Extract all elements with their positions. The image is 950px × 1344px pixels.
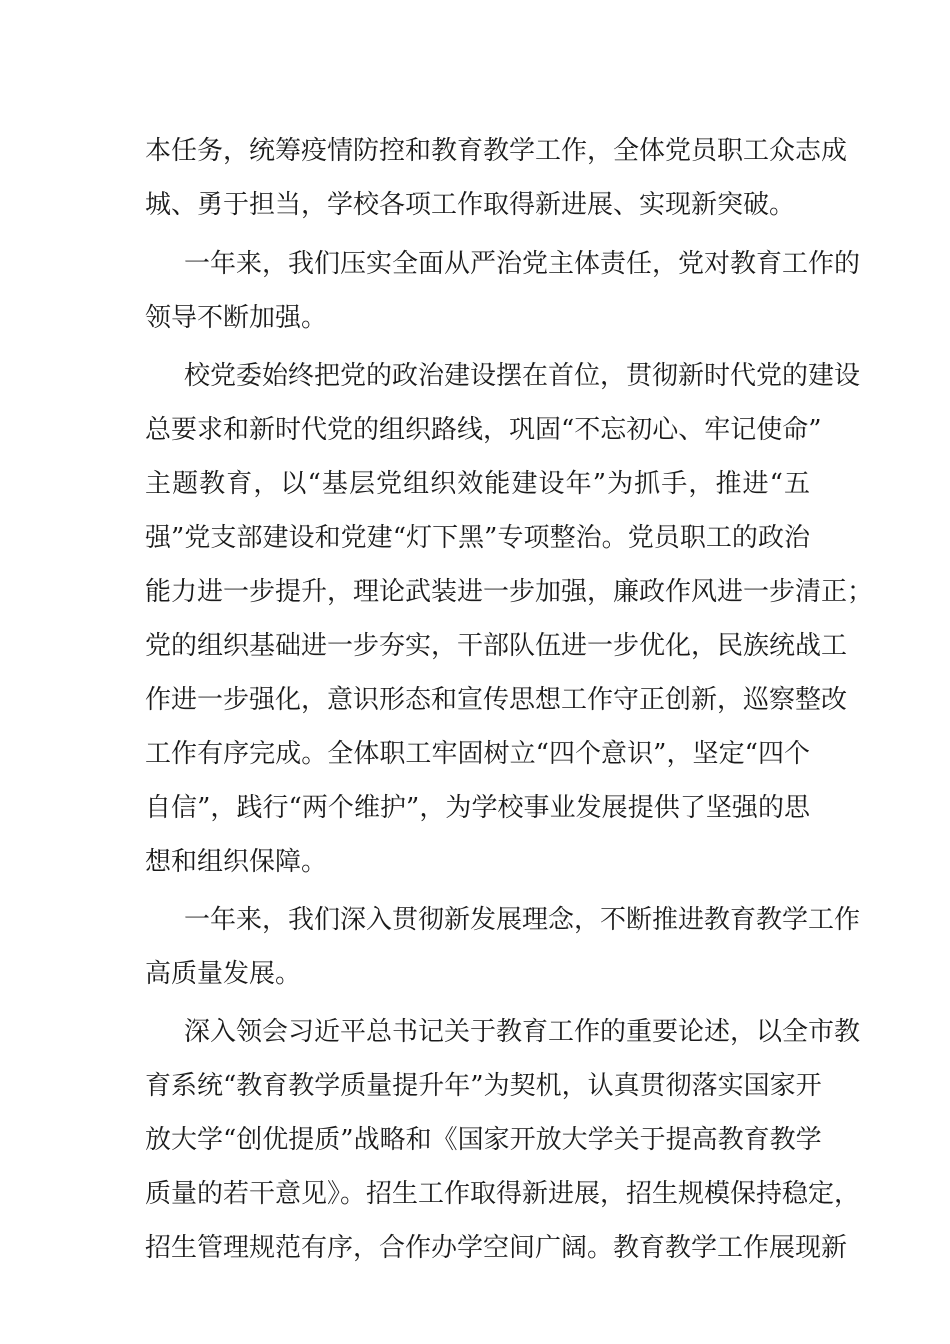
paragraph-4-line-2: 高质量发展。: [145, 959, 302, 989]
paragraph-2-line-1: 一年来，我们压实全面从严治党主体责任，党对教育工作的: [184, 249, 861, 279]
paragraph-4-line-1: 一年来，我们深入贯彻新发展理念，不断推进教育教学工作: [184, 905, 861, 935]
paragraph-3-line-4: 强”党支部建设和党建“灯下黑”专项整治。党员职工的政治: [145, 523, 810, 553]
paragraph-3-line-8: 工作有序完成。全体职工牢固树立“四个意识”，坚定“四个: [145, 739, 810, 769]
paragraph-5-line-4: 质量的若干意见》。招生工作取得新进展，招生规模保持稳定，: [145, 1179, 861, 1209]
paragraph-3-line-5: 能力进一步提升，理论武装进一步加强，廉政作风进一步清正；: [145, 577, 874, 607]
paragraph-1-line-2: 城、勇于担当，学校各项工作取得新进展、实现新突破。: [145, 190, 796, 220]
paragraph-3-line-6: 党的组织基础进一步夯实，干部队伍进一步优化，民族统战工: [145, 631, 848, 661]
paragraph-3-line-1: 校党委始终把党的政治建设摆在首位，贯彻新时代党的建设: [184, 361, 861, 391]
paragraph-5-line-1: 深入领会习近平总书记关于教育工作的重要论述，以全市教: [184, 1017, 861, 1047]
paragraph-1-line-1: 本任务，统筹疫情防控和教育教学工作，全体党员职工众志成: [145, 136, 848, 166]
paragraph-2-line-2: 领导不断加强。: [145, 303, 328, 333]
paragraph-3-line-2: 总要求和新时代党的组织路线，巩固“不忘初心、牢记使命”: [145, 415, 822, 445]
paragraph-5-line-3: 放大学“创优提质”战略和《国家开放大学关于提高教育教学: [145, 1125, 822, 1155]
paragraph-5-line-2: 育系统“教育教学质量提升年”为契机，认真贯彻落实国家开: [145, 1071, 822, 1101]
paragraph-3-line-7: 作进一步强化，意识形态和宣传思想工作守正创新，巡察整改: [145, 685, 848, 715]
paragraph-5-line-5: 招生管理规范有序，合作办学空间广阔。教育教学工作展现新: [145, 1233, 848, 1263]
paragraph-3-line-10: 想和组织保障。: [145, 847, 328, 877]
paragraph-3-line-9: 自信”，践行“两个维护”，为学校事业发展提供了坚强的思: [145, 793, 810, 823]
paragraph-3-line-3: 主题教育，以“基层党组织效能建设年”为抓手，推进“五: [145, 469, 810, 499]
